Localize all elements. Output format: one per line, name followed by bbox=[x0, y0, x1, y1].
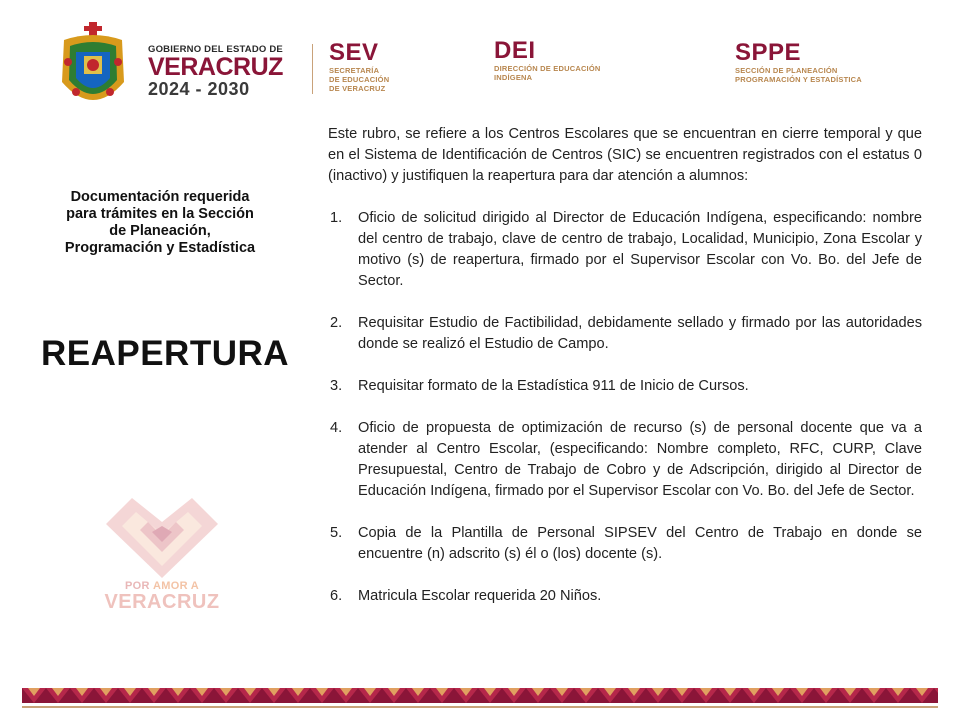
document-title bbox=[30, 189, 290, 257]
sppe-acronym: SPPE bbox=[735, 39, 802, 66]
header-divider bbox=[312, 44, 313, 94]
logo-line2: VERACRUZ bbox=[104, 591, 220, 613]
veracruz-seal-icon bbox=[56, 22, 130, 114]
decorative-band bbox=[22, 688, 938, 703]
band-underline bbox=[22, 706, 938, 708]
item-number: 6. bbox=[330, 588, 343, 604]
list-item bbox=[328, 313, 922, 355]
sppe-logo bbox=[735, 40, 862, 84]
gov-top-text: GOBIERNO DEL ESTADO DE bbox=[148, 44, 283, 55]
item-text: Requisitar formato de la Estadística 911 de Inicio de Cursos. bbox=[358, 378, 749, 394]
requirements-content bbox=[328, 124, 922, 628]
list-item bbox=[328, 208, 922, 292]
gov-years: 2024 - 2030 bbox=[148, 79, 250, 99]
list-item bbox=[328, 418, 922, 502]
dei-line: INDÍGENA bbox=[494, 73, 533, 82]
government-logo bbox=[148, 44, 296, 99]
item-text: Requisitar Estudio de Factibilidad, debidamente sellado y firmado por las autoridades donde se realizó el Estudio de Campo. bbox=[358, 315, 922, 352]
requirements-list bbox=[328, 208, 922, 607]
gov-name: VERACRUZ bbox=[148, 53, 283, 81]
list-item bbox=[328, 523, 922, 565]
item-text: Oficio de solicitud dirigido al Director de Educación Indígena, especificando: nombre del centro de trabajo, clave de centro de trabajo, Localidad, Municipio, Zona Escolar y motivo (s) de reapertura, firmado por el Supervisor Escolar con Vo. Bo. del Jefe de Sector. bbox=[358, 210, 922, 289]
list-item bbox=[328, 376, 922, 397]
sev-acronym: SEV bbox=[329, 39, 379, 66]
item-number: 4. bbox=[330, 420, 343, 436]
page-title: REAPERTURA bbox=[40, 334, 290, 373]
item-text: Matricula Escolar requerida 20 Niños. bbox=[358, 588, 602, 604]
sev-line: DE EDUCACIÓN bbox=[329, 75, 390, 84]
item-number: 1. bbox=[330, 210, 343, 226]
dei-line: DIRECCIÓN DE EDUCACIÓN bbox=[494, 64, 601, 73]
document-title-line: Programación y Estadística bbox=[64, 240, 256, 256]
intro-paragraph: Este rubro, se refiere a los Centros Escolares que se encuentran en cierre temporal y que en el Sistema de Identificación de Centros (SIC) se encuentren registrados con el estatus 0 (inactivo) y justifiquen la reapertura para dar atención a alumnos: bbox=[328, 126, 922, 184]
document-title-line: para trámites en la Sección bbox=[66, 206, 254, 222]
sev-line: DE VERACRUZ bbox=[329, 84, 386, 93]
page-header bbox=[0, 0, 960, 120]
dei-acronym: DEI bbox=[494, 37, 536, 64]
sev-logo bbox=[329, 40, 389, 93]
sppe-line: SECCIÓN DE PLANEACIÓN bbox=[735, 66, 838, 75]
item-text: Copia de la Plantilla de Personal SIPSEV del Centro de Trabajo en donde se encuentre (n) adscrito (s) él o (los) docente (s). bbox=[358, 525, 922, 562]
sev-line: SECRETARÍA bbox=[329, 66, 380, 75]
document-title-line: de Planeación, bbox=[109, 223, 211, 239]
dei-logo bbox=[494, 38, 601, 82]
logo-line1-b: AMOR A bbox=[153, 580, 200, 592]
sppe-line: PROGRAMACIÓN Y ESTADÍSTICA bbox=[735, 75, 862, 84]
document-title-line: Documentación requerida bbox=[70, 189, 250, 205]
por-amor-logo-text bbox=[92, 580, 232, 612]
logo-line1-a: POR bbox=[124, 580, 154, 592]
item-number: 3. bbox=[330, 378, 343, 394]
item-number: 2. bbox=[330, 315, 343, 331]
item-number: 5. bbox=[330, 525, 343, 541]
item-text: Oficio de propuesta de optimización de recurso (s) de personal docente que va a atender al Centro Escolar, (especificando: Nombre completo, RFC, CURP, Clave Presupuestal, Centro de Trabajo de Cobro y de Adscripción, dirigido al Director de Educación Indígena, firmado por el Supervisor Escolar con Vo. Bo. del Jefe de Sector. bbox=[358, 420, 922, 499]
list-item bbox=[328, 586, 922, 607]
